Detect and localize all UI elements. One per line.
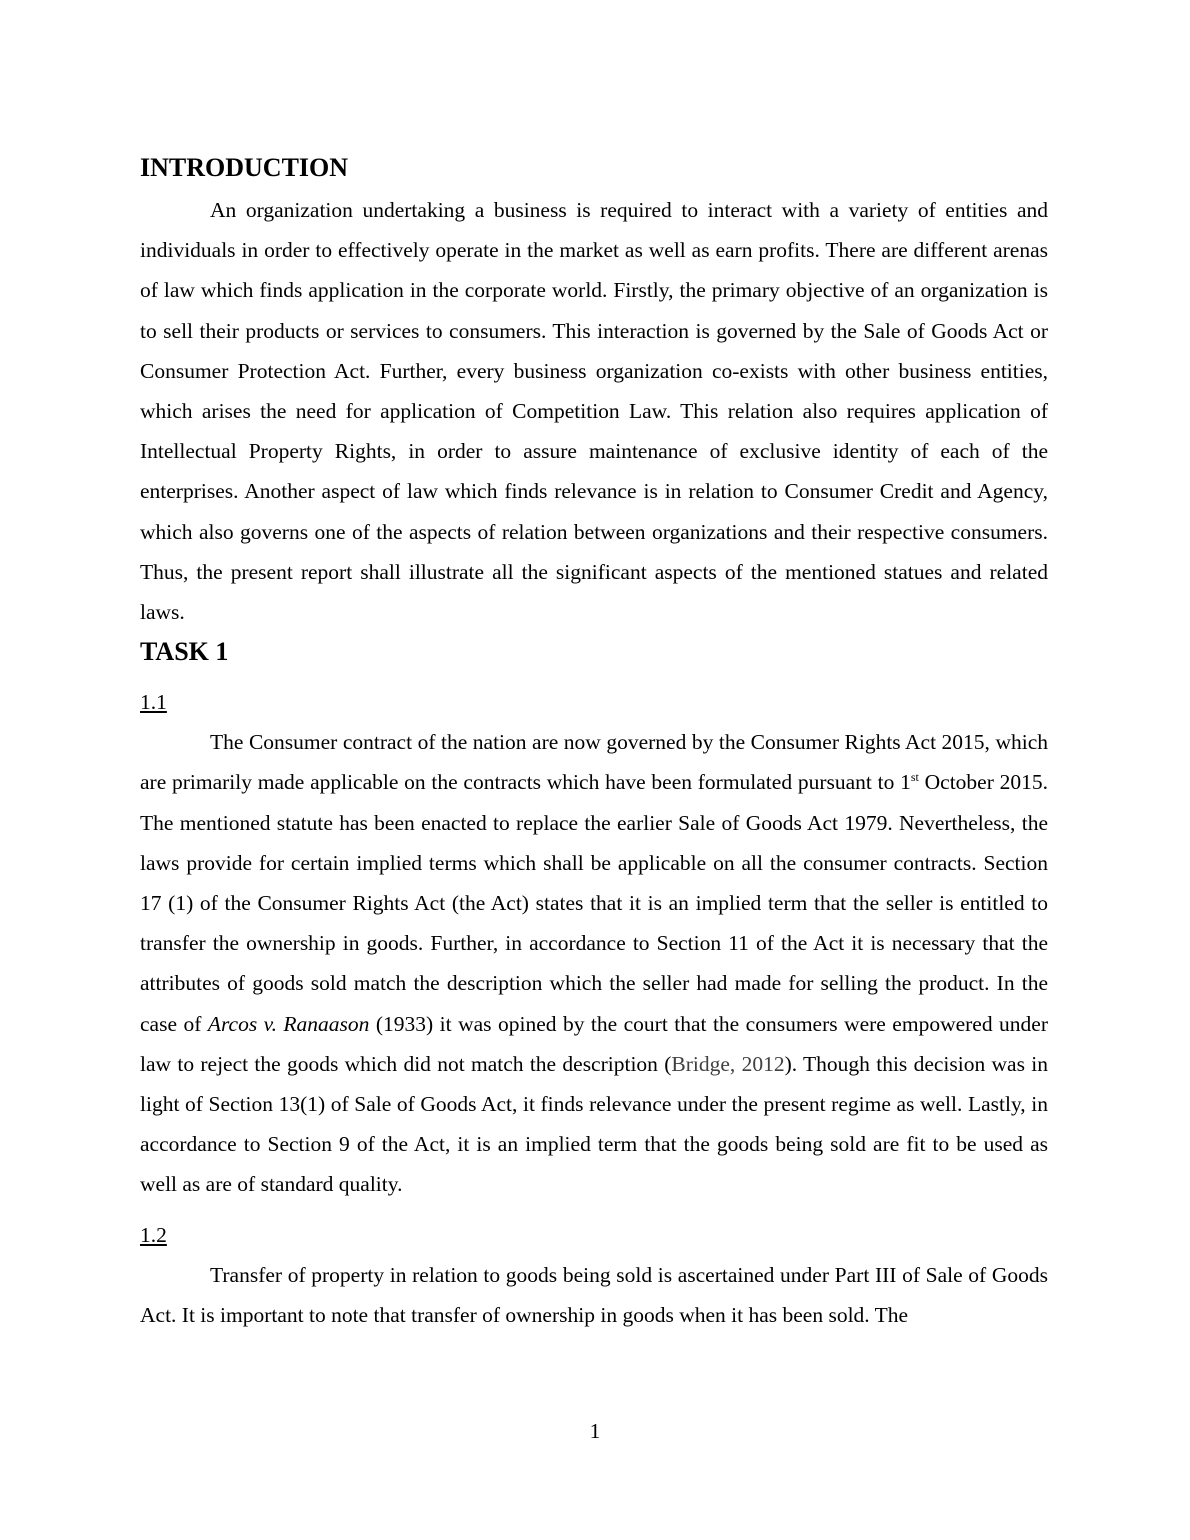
section-1-2-label: 1.2 [140,1222,167,1247]
page-number: 1 [589,1419,601,1443]
case-name: Arcos v. Ranaason [207,1011,370,1036]
section-1-1-paragraph [140,722,1048,1204]
ordinal-superscript: st [910,770,919,785]
citation: Bridge, 2012 [671,1051,785,1076]
document-page [140,148,1048,1335]
section-1-2-paragraph: Transfer of property in relation to goods being sold is ascertained under Part III of Sale of Goods Act. It is important to note that transfer of ownership in goods when it has been sold. The [140,1262,1048,1327]
section-1-1-text-part2: October 2015. The mentioned statute has been enacted to replace the earlier Sale of Goods Act 1979. Nevertheless, the laws provide for certain implied terms which shall be applicable on all the consumer contracts. Section 17 (1) of the Consumer Rights Act (the Act) states that it is an implied term that the seller is entitled to transfer the ownership in goods. Further, in accordance to Section 11 of the Act it is necessary that the attributes of goods sold match the description which the seller had made for selling the product. In the case of [140,770,1048,1036]
section-1-1-text-part3: (1933) it was opined by the court that the consumers were empowered under law to reject the goods which did not match the description ( [140,1011,1049,1076]
task-1-heading: TASK 1 [140,637,229,667]
introduction-heading: INTRODUCTION [140,153,349,182]
introduction-paragraph: An organization undertaking a business is required to interact with a variety of entities and individuals in order to effectively operate in the market as well as earn profits. There are different arenas of law which finds application in the corporate world. Firstly, the primary objective of an organization is to sell their products or services to consumers. This interaction is governed by the Sale of Goods Act or Consumer Protection Act. Further, every business organization co-exists with other business entities, which arises the need for application of Competition Law. This relation also requires application of Intellectual Property Rights, in order to assure maintenance of exclusive identity of each of the enterprises. Another aspect of law which finds relevance is in relation to Consumer Credit and Agency, which also governs one of the aspects of relation between organizations and their respective consumers. Thus, the present report shall illustrate all the significant aspects of the mentioned statues and related laws. [140,198,1048,625]
section-1-1-text-part1: The Consumer contract of the nation are now governed by the Consumer Rights Act 2015, which are primarily made applicable on the contracts which have been formulated pursuant to 1 [140,730,1048,795]
section-1-1-text-part4: ). Though this decision was in light of Section 13(1) of Sale of Goods Act, it finds relevance under the present regime as well. Lastly, in accordance to Section 9 of the Act, it is an implied term that the goods being sold are fit to be used as well as are of standard quality. [140,1051,1048,1197]
section-1-1-label: 1.1 [140,690,167,715]
